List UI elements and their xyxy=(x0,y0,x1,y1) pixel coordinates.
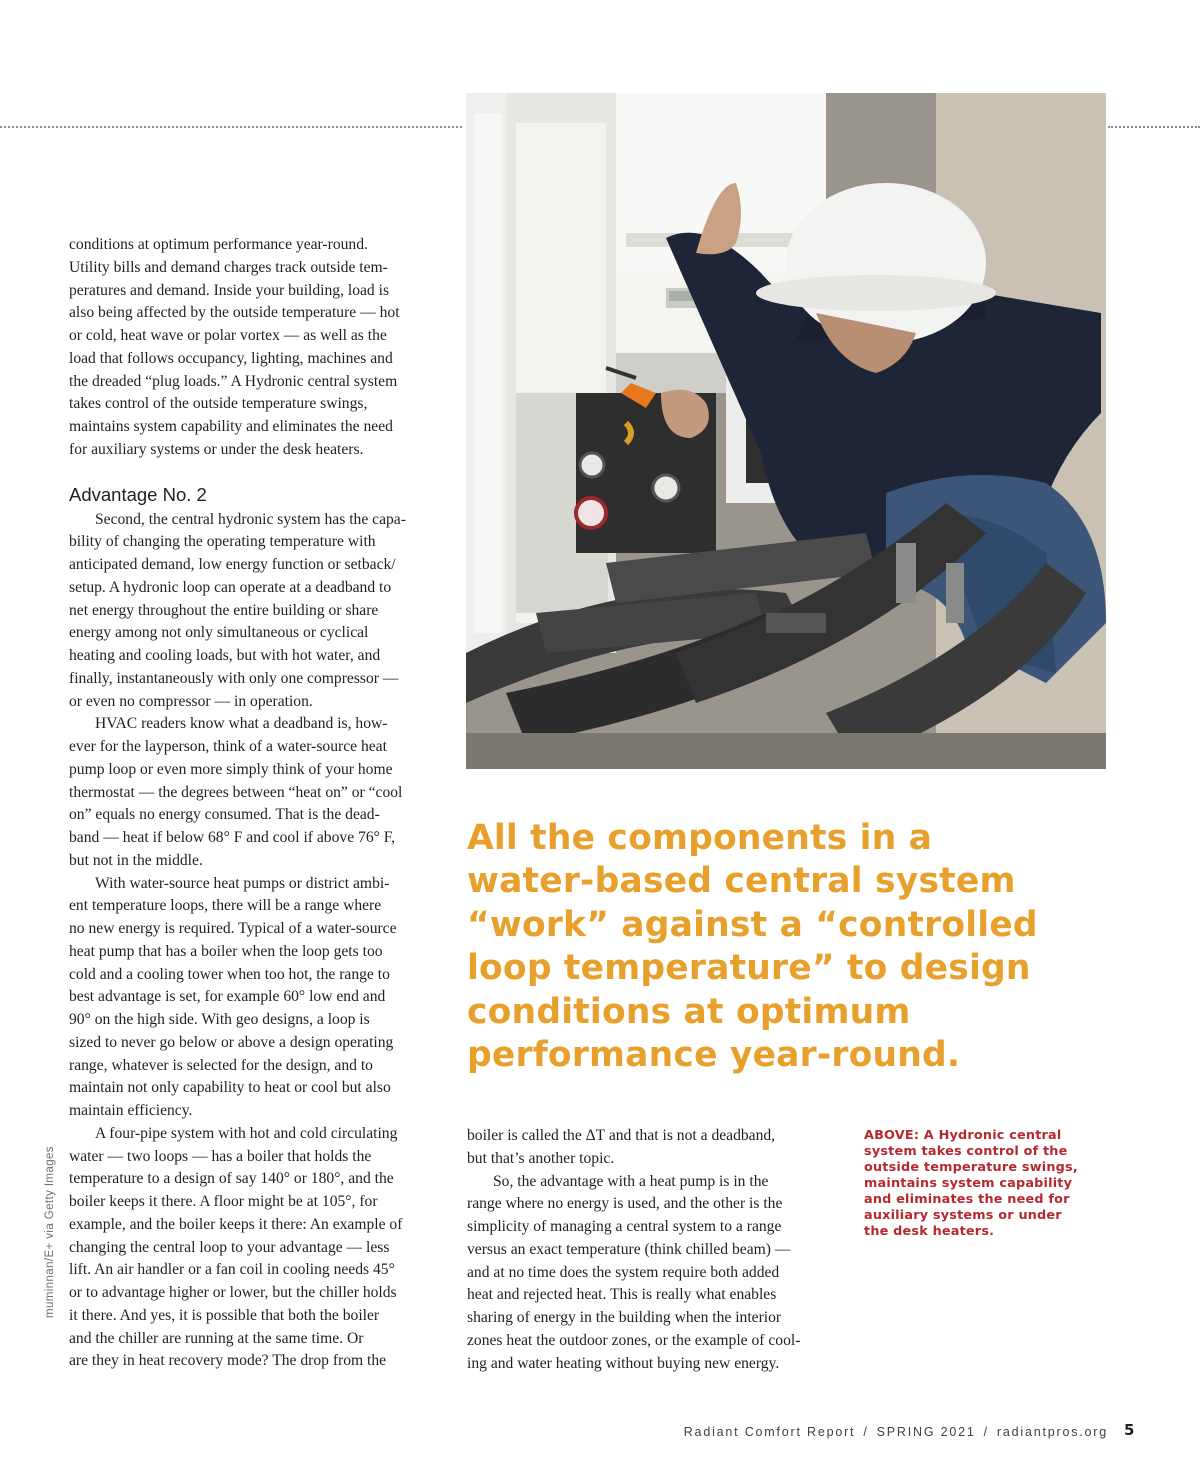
footer-publication: Radiant Comfort Report xyxy=(683,1425,856,1439)
text-line: conditions at optimum performance year-round. xyxy=(69,236,368,253)
text-line: best advantage is set, for example 60° low end and xyxy=(69,988,386,1006)
footer-issue: SPRING 2021 xyxy=(876,1425,976,1439)
boiler-technician-illustration xyxy=(466,93,1106,769)
text-line: lift. An air handler or a fan coil in cooling needs 45° xyxy=(69,1261,395,1279)
text-line: changing the central loop to your advantage — less xyxy=(69,1238,390,1256)
text-line: but not in the middle. xyxy=(69,851,203,869)
text-line: heat pump that has a boiler when the loop gets too xyxy=(69,942,383,960)
caption-line: outside temperature swings, xyxy=(864,1160,1078,1175)
text-line: With water-source heat pumps or district ambi- xyxy=(95,874,390,892)
text-line: sized to never go below or above a design operating xyxy=(69,1033,394,1051)
text-line: pump loop or even more simply think of your home xyxy=(69,760,393,778)
text-line: maintain not only capability to heat or cool but also xyxy=(69,1079,391,1097)
paragraph-advantage xyxy=(69,509,443,714)
pull-quote-line: performance year-round. xyxy=(467,1035,961,1076)
caption-first-line xyxy=(864,1128,1094,1144)
body-column-middle xyxy=(467,1125,839,1375)
text-line: simplicity of managing a central system to a range xyxy=(467,1218,782,1235)
text-line: but that’s another topic. xyxy=(467,1149,615,1167)
caption-line: the desk heaters. xyxy=(864,1224,995,1239)
text-line: boiler keeps it there. A floor might be at 105°, for xyxy=(69,1193,378,1210)
pull-quote-line: “work” against a “controlled xyxy=(467,904,1038,945)
page-footer xyxy=(600,1425,1108,1439)
text-line: example, and the boiler keeps it there: An example of xyxy=(69,1215,403,1233)
caption-line: system takes control of the xyxy=(864,1144,1068,1159)
paragraph-continuation xyxy=(69,234,443,462)
feature-photo xyxy=(466,93,1106,769)
text-line: sharing of energy in the building when the interior xyxy=(467,1309,782,1326)
text-line: it there. And yes, it is possible that both the boiler xyxy=(69,1306,380,1324)
paragraph-four-pipe xyxy=(69,1123,443,1373)
text-line: are they in heat recovery mode? The drop from the xyxy=(69,1352,387,1370)
text-line: or cold, heat wave or polar vortex — as well as the xyxy=(69,327,387,344)
text-line: ent temperature loops, there will be a range where xyxy=(69,897,382,915)
footer-separator: / xyxy=(863,1425,869,1439)
paragraph-water-source xyxy=(69,873,443,1123)
text-line: HVAC readers know what a deadband is, how- xyxy=(95,715,388,733)
text-line: on” equals no energy consumed. That is the dead- xyxy=(69,806,380,824)
text-line: cold and a cooling tower when too hot, the range to xyxy=(69,965,390,983)
text-line: peratures and demand. Inside your building, load is xyxy=(69,281,390,299)
text-line: takes control of the outside temperature swings, xyxy=(69,395,368,413)
text-line: and at no time does the system require both added xyxy=(467,1263,780,1281)
section-heading: Advantage No. 2 xyxy=(69,483,207,505)
caption-line: and eliminates the need for xyxy=(864,1192,1070,1207)
text-line: range where no energy is used, and the other is the xyxy=(467,1195,783,1213)
text-line: temperature to a design of say 140° or 180°, and the xyxy=(69,1170,394,1188)
text-line: maintains system capability and eliminates the need xyxy=(69,418,393,435)
paragraph-delta-t xyxy=(467,1125,839,1171)
text-line: Utility bills and demand charges track outside tem- xyxy=(69,258,388,276)
pull-quote xyxy=(467,817,1107,1077)
text-line: boiler is called the ΔT and that is not a deadband, xyxy=(467,1127,776,1144)
text-line: thermostat — the degrees between “heat on” or “cool xyxy=(69,783,403,801)
pull-quote-line: conditions at optimum xyxy=(467,991,911,1032)
paragraph-heat-pump-advantage xyxy=(467,1171,839,1376)
text-line: also being affected by the outside temperature — hot xyxy=(69,304,400,322)
text-line: So, the advantage with a heat pump is in the xyxy=(493,1172,769,1190)
footer-separator: / xyxy=(983,1425,989,1439)
text-line: heat and rejected heat. This is really what enables xyxy=(467,1286,777,1304)
text-line: the dreaded “plug loads.” A Hydronic central system xyxy=(69,372,398,390)
pull-quote-line: water-based central system xyxy=(467,861,1016,902)
caption-line: maintains system capability xyxy=(864,1176,1073,1191)
text-line: net energy throughout the entire building or share xyxy=(69,601,379,619)
text-line: range, whatever is selected for the design, and to xyxy=(69,1056,373,1074)
text-line: zones heat the outdoor zones, or the example of cool- xyxy=(467,1331,801,1349)
text-line: ever for the layperson, think of a water-source heat xyxy=(69,738,387,755)
text-line: load that follows occupancy, lighting, machines and xyxy=(69,349,393,367)
text-line: 90° on the high side. With geo designs, a loop is xyxy=(69,1011,370,1028)
caption-line: auxiliary systems or under xyxy=(864,1208,1062,1223)
text-line: and the chiller are running at the same time. Or xyxy=(69,1329,364,1347)
text-line: or to advantage higher or lower, but the chiller holds xyxy=(69,1284,397,1301)
text-line: band — heat if below 68° F and cool if above 76° F, xyxy=(69,829,396,846)
text-line: A four-pipe system with hot and cold circulating xyxy=(95,1124,398,1142)
text-line: no new energy is required. Typical of a water-source xyxy=(69,920,397,937)
top-dotted-rule-left xyxy=(0,126,462,128)
pull-quote-line: loop temperature” to design xyxy=(467,948,1031,989)
text-line: maintain efficiency. xyxy=(69,1102,193,1119)
text-line: or even no compressor — in operation. xyxy=(69,692,313,710)
text-line: ing and water heating without buying new energy. xyxy=(467,1354,780,1372)
page-number: 5 xyxy=(1124,1421,1135,1439)
caption-label: ABOVE: xyxy=(864,1128,920,1143)
text-line: for auxiliary systems or under the desk heaters. xyxy=(69,440,364,458)
caption-first-line-text: A Hydronic central xyxy=(919,1128,1062,1143)
text-line: bility of changing the operating temperature with xyxy=(69,533,376,551)
photo-caption xyxy=(864,1128,1094,1240)
pull-quote-line: All the components in a xyxy=(467,818,933,858)
text-line: finally, instantaneously with only one compressor — xyxy=(69,669,399,687)
text-line: Second, the central hydronic system has the capa- xyxy=(95,510,406,528)
text-line: water — two loops — has a boiler that holds the xyxy=(69,1147,372,1165)
top-dotted-rule-right xyxy=(1108,126,1200,128)
photo-credit-text: muminnan/E+ via Getty Images xyxy=(44,1146,56,1318)
text-line: setup. A hydronic loop can operate at a deadband to xyxy=(69,578,392,596)
body-column-left xyxy=(69,234,443,1373)
paragraph-deadband xyxy=(69,713,443,872)
footer-website: radiantpros.org xyxy=(996,1425,1108,1439)
text-line: anticipated demand, low energy function or setback/ xyxy=(69,556,396,573)
text-line: versus an exact temperature (think chilled beam) — xyxy=(467,1240,791,1258)
text-line: heating and cooling loads, but with hot water, and xyxy=(69,647,381,664)
text-line: energy among not only simultaneous or cyclical xyxy=(69,624,369,642)
